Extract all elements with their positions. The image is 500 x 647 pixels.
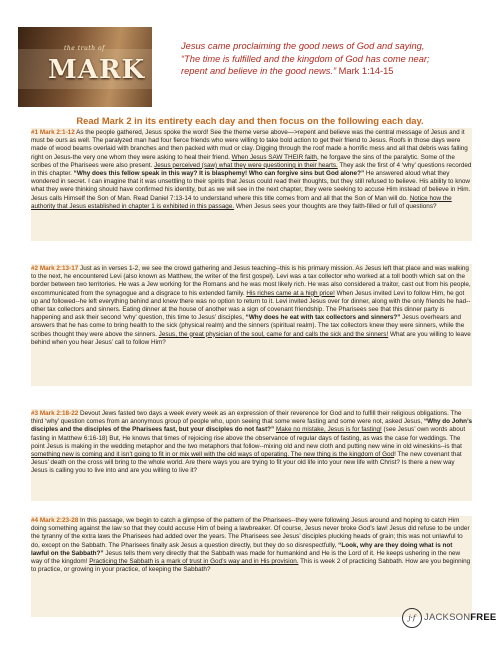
day-1-title: #1 Mark 2:1-12 bbox=[31, 129, 75, 136]
day-1-underline-2: Jesus perceived (saw) what they were questioning in their hearts. bbox=[154, 161, 338, 169]
day-3-question: “Why do John’s disciples and the disciples of the Pharisees fast, but your disciples do not fast?” bbox=[31, 418, 472, 434]
day-2-text-4: What are you willing to leave behind when you hear Jesus’ call to follow Him? bbox=[31, 330, 471, 346]
day-4-section bbox=[31, 516, 472, 617]
day-2-section bbox=[31, 264, 472, 386]
day-1-text-2: , he forgave the sins of the paralytic. Some of the scribes of the Pharisees were also present. bbox=[31, 153, 455, 169]
day-2-text-1: Just as in verses 1-2, we see the crowd gathering and Jesus teaching--this is his primary mission. As Jesus left that place and was walking to the next, he encountered Levi (also known as Matthew, the writer of the first gospel). Levi was a tax collector who worked at a toll booth which sat on the border between two territories. He was a Jew working for the Romans and he was most likely rich. He was also considered a traitor, cast out from his people, excommunicated from the synagogue and a disgrace to his extended family. bbox=[31, 265, 471, 297]
day-4-body bbox=[31, 517, 472, 574]
day-1-text-5: When Jesus sees your thoughts are they faith-filled or full of questions? bbox=[234, 202, 437, 210]
day-3-section bbox=[31, 409, 472, 501]
day-4-text-2: Jesus tells them very directly that the Sabbath was made for humankind and He is the Lord of it. He keeps ushering in the new way of the kingdom! bbox=[31, 549, 461, 566]
day-2-underline-1: His riches came at a high price! bbox=[246, 289, 335, 297]
day-4-question: “Look, why are they doing what is not lawful on the Sabbath?” bbox=[31, 541, 453, 557]
day-1-question: “Why does this fellow speak in this way? It is blasphemy! Who can forgive sins but God alone?” bbox=[73, 170, 365, 178]
day-3-underline-2: something new is coming and it isn’t going to fit in or mix well with the old ways of operating. The new thing is the kingdom of God bbox=[31, 451, 395, 459]
day-3-text-4: ! The new covenant that Jesus’ death on the cross will bring to the whole world. Are there ways you are trying to fit your old life into your new life with Christ? Is there a new way Jesus is calling you to live into and are you willing to live it? bbox=[31, 451, 462, 475]
brand-name bbox=[424, 612, 496, 623]
day-3-text-3: (see Jesus’ own words about fasting in Matthew 6:16-18) But, He knows that times of rejoicing rise above the observance of regular days of fasting, as was the case for weddings. The point Jesus is making in the wedding metaphor and the two metaphors that follow--mixing old and new cloth and putting new wine in old wineskins--is that bbox=[31, 426, 466, 450]
day-3-title: #3 Mark 2:18-22 bbox=[31, 410, 79, 417]
day-2-underline-2: Jesus, the great physician of the soul, came for and calls the sick and the sinners! bbox=[158, 330, 389, 338]
day-4-text-3: This is week 2 of practicing Sabbath. How are you beginning to practice, or growing in your practice, of keeping the Sabbath? bbox=[31, 558, 471, 574]
day-1-text-3: They ask the first of 4 ‘why’ questions recorded in this chapter. bbox=[31, 161, 472, 178]
theme-verse-line-1: Jesus came proclaiming the good news of God and saying, bbox=[181, 41, 425, 51]
day-2-text-2: When Jesus invited Levi to follow Him, he got up and followed--he left everything behind and knew there was no option to return to it. Levi invited Jesus over for dinner, along with the only friends he had--other tax collectors and sinners. Eating dinner at the house of another was a sign of covenant friendship. The Pharisees see that this dinner party is happening and ask their second ‘why’ question, this time to Jesus’ disciples, bbox=[31, 289, 471, 322]
day-1-body bbox=[31, 129, 472, 211]
day-4-title: #4 Mark 2:23-28 bbox=[31, 517, 79, 524]
day-1-underline-3: Notice how the authority that Jesus established in chapter 1 is exhibited in this passage. bbox=[31, 194, 452, 210]
theme-verse bbox=[181, 40, 487, 78]
brand-monogram: j·f bbox=[402, 608, 422, 628]
day-1-text-1: As the people gathered, Jesus spoke the word! See the theme verse above—>repent and believe was the central message of Jesus and it must be ours as well. The paralyzed man had four fierce friends who were willing to take bold action to get their friend to Jesus. Roofs in those days were made of wood beams overlaid with branches and then packed with mud or clay. Digging through the roof made a horrific mess and all that debris was falling right on Jesus-the very one whom they were asking to heal their friend. bbox=[31, 129, 468, 161]
day-3-body bbox=[31, 410, 472, 476]
day-1-underline-1: When Jesus SAW THEIR faith bbox=[231, 153, 317, 161]
day-2-title: #2 Mark 2:13-17 bbox=[31, 265, 79, 272]
day-2-question: “Why does he eat with tax collectors and sinners?” bbox=[245, 314, 401, 322]
theme-verse-line-3 bbox=[181, 65, 487, 78]
logo-title: MARK bbox=[48, 55, 146, 85]
day-1-section bbox=[31, 128, 472, 241]
day-2-text-3: Jesus overhears and answers that he has come to bring health to the sick (physical realm) and the sinners (spiritual realm). The tax collectors knew they were sinners, while the scribes thought they were above the sinners. bbox=[31, 314, 465, 338]
day-4-underline-1: Practicing the Sabbath is a mark of trust in God’s way and in His provision. bbox=[89, 558, 299, 566]
day-3-text-1: Devout Jews fasted two days a week every week as an expression of their reverence for God and to fulfill their religious obligations. The third ‘why’ question comes from an anonymous group of people who, upon seeing that some were fasting and some were not, asked Jesus, bbox=[31, 410, 462, 426]
theme-verse-reference: Mark 1:14-15 bbox=[338, 66, 394, 76]
theme-verse-line-3-text: repent and believe in the good news.” bbox=[181, 66, 337, 76]
day-2-body bbox=[31, 265, 472, 347]
logo-subtitle: the truth of bbox=[64, 45, 105, 52]
day-1-text-4: He answered aloud what they wondered in secret. I can imagine that it was unsettling to their spirits that Jesus could read their thoughts, but they still refused to believe. His ability to know what they were thinking should have confirmed his identity, but as we will see in the next chapter, they were seeking to accuse Him instead of believe in Him. Jesus calls Himself the Son of Man. Read Daniel 7:13-14 to understand where this title comes from and all that the Son of Man will do. bbox=[31, 170, 471, 202]
brand-name-part-2: FREE bbox=[470, 612, 497, 623]
brand-name-part-1: JACKSON bbox=[424, 612, 471, 623]
day-4-text-1: In this passage, we begin to catch a glimpse of the pattern of the Pharisees--they were following Jesus around and hoping to catch Him doing something against the law so that they could accuse Him of being a lawbreaker. Of course, Jesus never broke God’s law! Jesus did refuse to be under the tyranny of the extra laws the Pharisees had added over the years. The Pharisees see Jesus’ disciples plucking heads of grain; this was not unlawful to do, except on the Sabbath. The Pharisees finally ask Jesus a question directly, but they do so disrespectfully, bbox=[31, 517, 470, 549]
day-3-underline-1: Make no mistake, Jesus is for fasting! bbox=[276, 426, 382, 434]
reading-instruction: Read Mark 2 in its entirety each day and then focus on the following each day. bbox=[76, 115, 424, 126]
jackson-free-logo bbox=[402, 606, 497, 630]
theme-verse-line-2: “The time is fulfilled and the kingdom of God has come near; bbox=[181, 53, 430, 64]
mark-series-logo bbox=[18, 27, 152, 107]
